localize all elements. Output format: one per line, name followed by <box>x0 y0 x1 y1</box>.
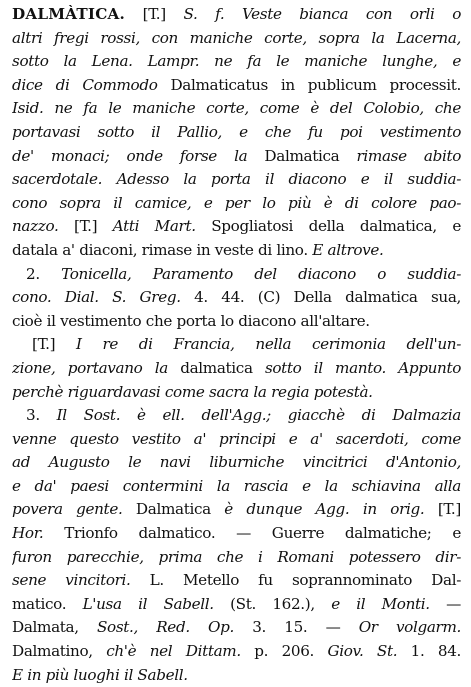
text-segment: è dunque Agg. in orig. <box>224 500 425 519</box>
text-segment: cono sopra il camice, e per lo più è di colore pao- <box>12 193 461 212</box>
text-line <box>12 522 461 546</box>
text-segment: cono. Dial. S. Greg. <box>12 288 181 307</box>
text-segment: Dalmatino, <box>12 642 107 661</box>
text-segment: 3. 15. — <box>234 618 359 637</box>
text-segment: Sost., Red. Op. <box>96 618 234 637</box>
text-line <box>12 616 461 640</box>
text-segment: 3. <box>26 406 57 425</box>
text-line <box>12 286 461 310</box>
text-line <box>12 310 461 334</box>
text-line <box>12 97 461 121</box>
text-segment: [T.] <box>424 500 461 519</box>
text-segment: sacerdotale. Adesso la porta il diacono e il suddia- <box>12 170 461 189</box>
text-segment: [T.] <box>124 5 184 23</box>
headword: DALMÀTICA. <box>12 5 125 23</box>
text-segment: e da' paesi contermini la rascia e la schiavina alla <box>12 476 461 495</box>
text-segment: dalmatica <box>180 358 265 377</box>
text-segment: ch'è nel Dittam. <box>106 642 241 661</box>
definition-paragraph-3 <box>12 333 461 404</box>
text-segment: zione, portavano la <box>12 358 181 377</box>
text-segment: rimase abito <box>356 146 461 165</box>
text-segment: S. f. Veste bianca con orli o <box>183 5 461 23</box>
text-segment: sotto il manto. Appunto <box>264 358 461 377</box>
text-line <box>12 27 461 51</box>
text-segment: Hor. <box>12 524 44 543</box>
text-segment: p. 206. <box>240 642 328 661</box>
text-segment: Dalmaticatus in publicum processit. <box>170 75 461 94</box>
text-segment: de' monaci; onde forse la <box>12 146 265 165</box>
text-segment: e il Monti. <box>331 594 430 613</box>
text-segment: E in più luoghi il Sabell. <box>12 665 188 684</box>
text-segment: sene vincitori. <box>12 571 131 590</box>
text-segment: Isid. ne fa le maniche corte, come è del Colobio, che <box>12 99 461 118</box>
text-segment: Trionfo dalmatico. — Guerre dalmatiche; e <box>43 524 461 543</box>
text-segment: Il Sost. è ell. dell'Agg.; giacchè di Dalmazia <box>56 406 461 425</box>
text-segment: matico. <box>12 594 83 613</box>
text-segment: Dalmata, <box>12 618 97 637</box>
text-segment: Giov. St. <box>327 642 398 661</box>
definition-paragraph-4 <box>12 404 461 687</box>
text-segment: 1. 84. <box>397 642 461 661</box>
text-line <box>12 357 461 381</box>
text-segment: L'usa il Sabell. <box>82 594 214 613</box>
text-line <box>12 428 461 452</box>
text-line <box>12 168 461 192</box>
text-segment: venne questo vestito a' principi e a' sacerdoti, come <box>12 429 461 448</box>
text-line <box>12 640 461 664</box>
text-line <box>12 74 461 98</box>
text-segment: datala a' diaconi, rimase in veste di lino. <box>12 240 313 259</box>
text-segment: povera gente. <box>12 500 136 519</box>
text-line <box>12 333 461 357</box>
text-segment: — <box>429 594 461 613</box>
text-segment: [T.] <box>58 217 113 236</box>
text-segment: sotto la Lena. Lampr. ne fa le maniche lunghe, e <box>12 52 461 71</box>
text-segment: (St. 162.), <box>213 594 332 613</box>
text-line <box>12 451 461 475</box>
text-line <box>12 664 461 687</box>
text-segment: Dalmatica <box>264 146 357 165</box>
text-segment: dice di Commodo <box>12 75 171 94</box>
definition-paragraph-2 <box>12 263 461 334</box>
text-segment: Tonicella, Paramento del diacono o suddia- <box>61 264 461 283</box>
text-line <box>12 50 461 74</box>
text-line <box>12 569 461 593</box>
text-segment: cioè il vestimento che porta lo diacono all'altare. <box>12 311 370 330</box>
text-segment: L. Metello fu soprannominato Dal- <box>130 571 461 590</box>
text-line <box>12 404 461 428</box>
definition-paragraph-1 <box>12 3 461 263</box>
text-segment: Atti Mart. <box>112 217 196 236</box>
text-line <box>12 263 461 287</box>
text-line <box>12 3 461 27</box>
text-line <box>12 546 461 570</box>
text-segment: ad Augusto le navi liburniche vincitrici d'Antonio, <box>12 453 461 472</box>
text-segment: Dalmatica <box>135 500 225 519</box>
text-line <box>12 192 461 216</box>
text-line <box>12 593 461 617</box>
text-segment: [T.] <box>32 335 76 354</box>
text-line <box>12 498 461 522</box>
text-segment: Spogliatosi della dalmatica, e <box>195 217 461 236</box>
text-segment: perchè riguardavasi come sacra la regia potestà. <box>12 382 373 401</box>
text-line <box>12 381 461 405</box>
text-line <box>12 215 461 239</box>
text-segment: Or volgarm. <box>358 618 461 637</box>
text-segment: 2. <box>26 264 62 283</box>
text-segment: I re di Francia, nella cerimonia dell'un- <box>75 335 461 354</box>
text-segment: altri fregi rossi, con maniche corte, sopra la Lacerna, <box>12 28 461 47</box>
text-segment: 4. 44. (C) Della dalmatica sua, <box>180 288 461 307</box>
text-line <box>12 145 461 169</box>
text-line <box>12 239 461 263</box>
text-segment: E altrove. <box>312 240 384 259</box>
text-line <box>12 475 461 499</box>
text-segment: nazzo. <box>12 217 59 236</box>
text-line <box>12 121 461 145</box>
text-segment: furon parecchie, prima che i Romani potessero dir- <box>12 547 461 566</box>
text-segment: portavasi sotto il Pallio, e che fu poi vestimento <box>12 122 461 141</box>
